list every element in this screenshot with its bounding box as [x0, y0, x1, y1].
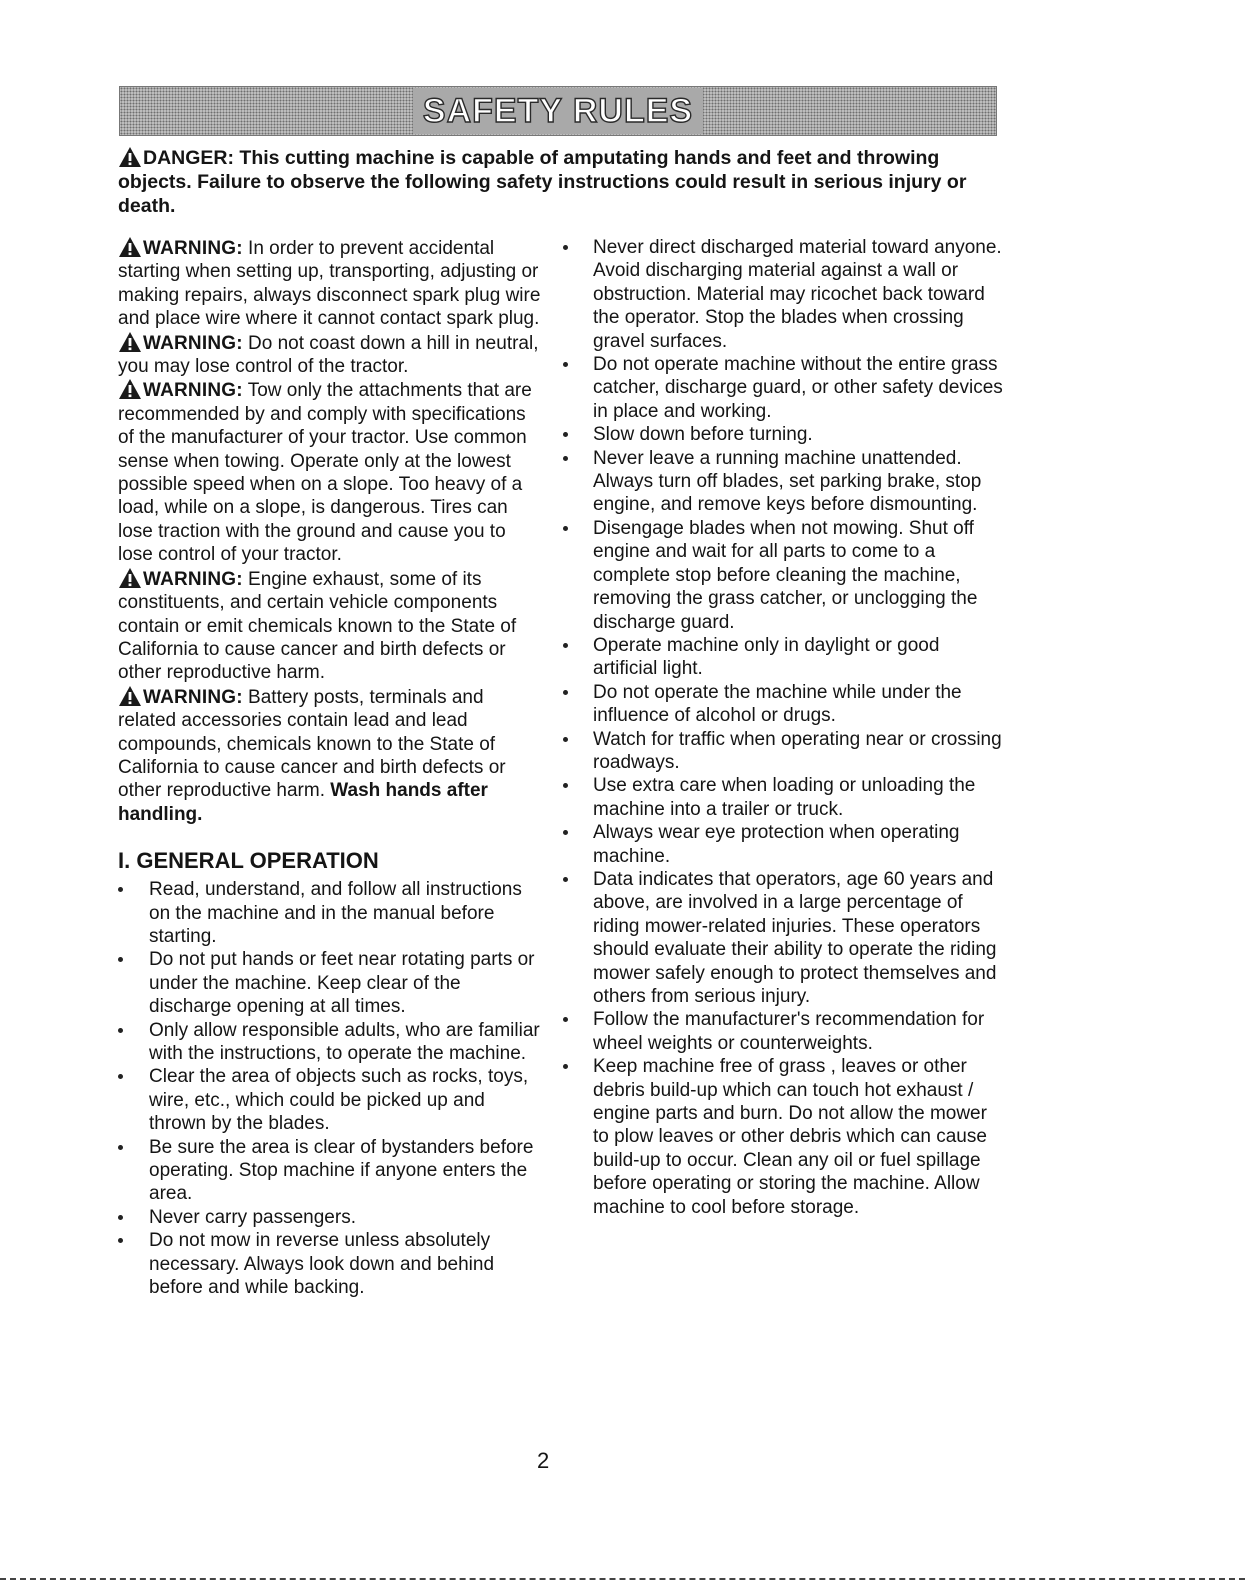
list-item	[118, 878, 543, 948]
list-item	[118, 1019, 543, 1066]
warning-label: WARNING:	[143, 238, 243, 259]
list-item-text: Never carry passengers.	[149, 1206, 356, 1228]
list-item	[118, 1229, 543, 1299]
bullet-icon	[563, 643, 568, 648]
bullet-icon	[563, 737, 568, 742]
warning-paragraph	[118, 685, 543, 826]
bullet-icon	[563, 783, 568, 788]
danger-label: DANGER:	[143, 147, 234, 169]
list-item-text: Slow down before turning.	[593, 424, 813, 446]
bullet-icon	[563, 245, 568, 250]
list-item	[572, 423, 1004, 446]
warning-text: Engine exhaust, some of its constituents, and certain vehicle components contain or emit chemicals known to the State of California to cause cancer and birth defects or other reproductive harm.	[118, 568, 517, 684]
bullet-icon	[563, 456, 568, 461]
list-item	[118, 1065, 543, 1135]
list-item-text: Be sure the area is clear of bystanders before operating. Stop machine if anyone enters the area.	[149, 1136, 534, 1205]
list-item	[572, 681, 1004, 728]
list-item-text: Do not put hands or feet near rotating parts or under the machine. Keep clear of the discharge opening at all times.	[149, 949, 535, 1018]
warning-label: WARNING:	[143, 568, 243, 590]
warning-paragraph	[118, 378, 543, 566]
list-item-text: Disengage blades when not mowing. Shut off engine and wait for all parts to come to a complete stop before cleaning the machine, removing the grass catcher, or unclogging the discharge guard.	[593, 517, 978, 633]
general-operation-list-right	[572, 236, 1004, 1219]
bullet-icon	[563, 830, 568, 835]
list-item	[572, 353, 1004, 423]
list-item-text: Do not operate the machine while under the influence of alcohol or drugs.	[593, 681, 962, 727]
bullet-icon	[118, 1215, 123, 1220]
list-item	[572, 1055, 1004, 1219]
list-item	[118, 1206, 543, 1229]
list-item-text: Do not operate machine without the entire grass catcher, discharge guard, or other safety devices in place and working.	[593, 354, 1003, 422]
list-item-text: Watch for traffic when operating near or crossing roadways.	[593, 728, 1002, 773]
bullet-icon	[118, 1145, 123, 1150]
list-item-text: Keep machine free of grass , leaves or other debris build-up which can touch hot exhaust / engine parts and burn. Do not allow the mower to plow leaves or other debris which can cause build-up to occur. Clean any oil or fuel spillage before operating or storing the machine. Allow machine to cool before storage.	[593, 1056, 987, 1218]
warning-label: WARNING:	[143, 380, 243, 402]
bullet-icon	[118, 957, 123, 962]
warning-triangle-icon	[118, 236, 142, 258]
list-item	[572, 447, 1004, 517]
warning-triangle-icon	[118, 567, 142, 589]
bullet-icon	[563, 526, 568, 531]
bottom-divider	[0, 1578, 1245, 1580]
list-item-text: Never direct discharged material toward anyone. Avoid discharging material against a wall or obstruction. Material may ricochet back toward the operator. Stop the blades when crossing gravel surfaces.	[593, 237, 1002, 352]
bullet-icon	[563, 362, 568, 367]
warning-paragraph	[118, 331, 543, 379]
list-item-text: Operate machine only in daylight or good artificial light.	[593, 634, 940, 680]
bullet-icon	[563, 690, 568, 695]
list-item	[572, 821, 1004, 868]
bullet-icon	[563, 1017, 568, 1022]
bullet-icon	[563, 877, 568, 882]
list-item	[572, 868, 1004, 1008]
list-item-text: Clear the area of objects such as rocks, toys, wire, etc., which could be picked up and thrown by the blades.	[149, 1066, 529, 1135]
warning-triangle-icon	[118, 685, 142, 707]
list-item	[572, 1008, 1004, 1055]
list-item	[572, 774, 1004, 821]
warning-label: WARNING:	[143, 332, 243, 354]
general-operation-list-left	[118, 878, 543, 1299]
bullet-icon	[118, 1074, 123, 1079]
page-number: 2	[537, 1448, 550, 1473]
list-item	[572, 517, 1004, 634]
warning-text: Do not coast down a hill in neutral, you may lose control of the tractor.	[118, 332, 539, 378]
danger-notice	[118, 146, 998, 218]
list-item-text: Always wear eye protection when operating machine.	[593, 822, 960, 867]
list-item-text: Data indicates that operators, age 60 years and above, are involved in a large percentage of riding mower-related injuries. These operators should evaluate their ability to operate the riding mower safely enough to protect themselves and others from serious injury.	[593, 868, 997, 1007]
wash-hands-notice: Wash hands after handling.	[118, 780, 488, 825]
danger-text: This cutting machine is capable of amputating hands and feet and throwing objects. Failure to observe the following safety instructions could result in serious injury or death.	[118, 147, 967, 217]
bullet-icon	[563, 432, 568, 437]
list-item-text: Read, understand, and follow all instructions on the machine and in the manual before starting.	[149, 879, 522, 947]
bullet-icon	[118, 887, 123, 892]
warning-paragraph	[118, 236, 543, 331]
list-item-text: Do not mow in reverse unless absolutely necessary. Always look down and behind before and while backing.	[149, 1230, 495, 1299]
list-item	[572, 236, 1004, 353]
list-item	[118, 1136, 543, 1206]
list-item-text: Follow the manufacturer's recommendation for wheel weights or counterweights.	[593, 1009, 985, 1054]
bullet-icon	[118, 1028, 123, 1033]
warning-triangle-icon	[118, 331, 142, 353]
list-item	[118, 948, 543, 1018]
safety-rules-banner	[119, 86, 997, 136]
list-item-text: Use extra care when loading or unloading the machine into a trailer or truck.	[593, 775, 976, 820]
list-item	[572, 634, 1004, 681]
left-column	[118, 236, 543, 1299]
page-title: SAFETY RULES	[413, 88, 703, 134]
warning-triangle-icon	[118, 146, 142, 168]
warning-text: Tow only the attachments that are recommended by and comply with specifications of the manufacturer of your tractor. Use common sense when towing. Operate only at the lowest possible speed when on a slope. Too heavy of a load, while on a slope, is dangerous. Tires can lose traction with the ground and cause you to lose control of your tractor.	[118, 380, 532, 566]
warning-paragraph	[118, 567, 543, 685]
section-title: I. GENERAL OPERATION	[118, 848, 379, 874]
warning-text: In order to prevent accidental starting when setting up, transporting, adjusting or making repairs, always disconnect spark plug wire and place wire where it cannot contact spark plug.	[118, 238, 541, 330]
right-column	[572, 236, 1004, 1219]
list-item	[572, 728, 1004, 775]
warning-text: Battery posts, terminals and related accessories contain lead and lead compounds, chemicals known to the State of California to cause cancer and birth defects or other reproductive harm.	[118, 686, 506, 802]
warning-label: WARNING:	[143, 686, 243, 708]
list-item-text: Only allow responsible adults, who are familiar with the instructions, to operate the machine.	[149, 1019, 540, 1064]
bullet-icon	[563, 1064, 568, 1069]
warning-triangle-icon	[118, 378, 142, 400]
bullet-icon	[118, 1238, 123, 1243]
list-item-text: Never leave a running machine unattended. Always turn off blades, set parking brake, stop engine, and remove keys before dismounting.	[593, 447, 982, 516]
